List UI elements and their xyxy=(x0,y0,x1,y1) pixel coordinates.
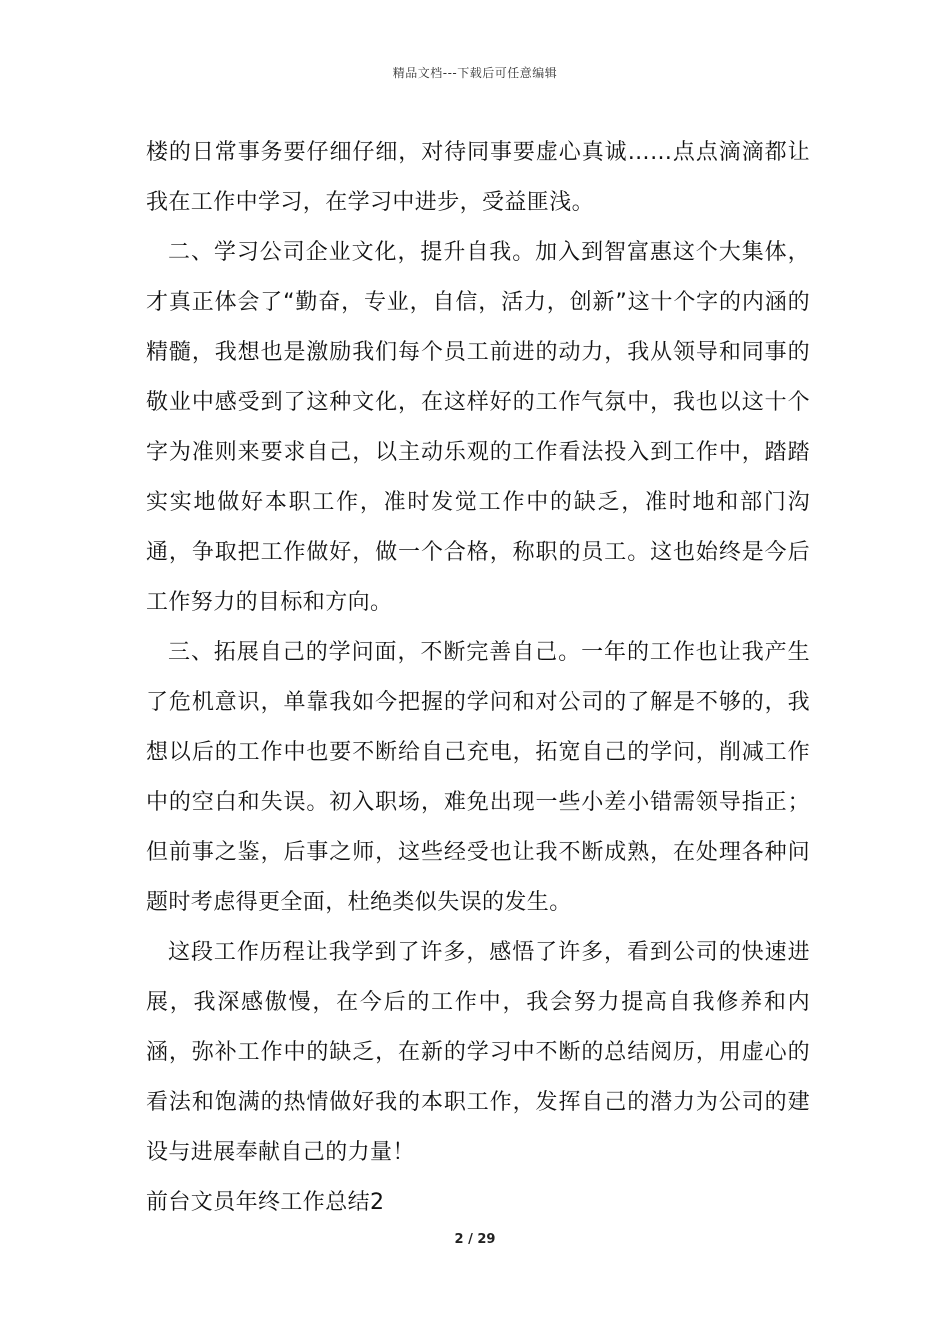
document-body xyxy=(146,128,810,1228)
paragraph-section-three: 三、拓展自己的学问面，不断完善自己。一年的工作也让我产生了危机意识，单靠我如今把握的学问和对公司的了解是不够的，我想以后的工作中也要不断给自己充电，拓宽自己的学问，削减工作中的空白和失误。初入职场，难免出现一些小差小错需领导指正；但前事之鉴，后事之师，这些经受也让我不断成熟，在处理各种问题时考虑得更全面，杜绝类似失误的发生。 xyxy=(146,640,810,915)
paragraph-continuation: 楼的日常事务要仔细仔细，对待同事要虚心真诚……点点滴滴都让我在工作中学习，在学习中进步，受益匪浅。 xyxy=(146,140,810,215)
page-number: 2 / 29 xyxy=(454,1232,496,1247)
page-header: 精品文档---下载后可任意编辑 xyxy=(392,66,558,80)
section-heading: 前台文员年终工作总结2 xyxy=(146,1190,385,1215)
paragraph-section-two: 二、学习公司企业文化，提升自我。加入到智富惠这个大集体，才真正体会了“勤奋，专业，自信，活力，创新”这十个字的内涵的精髓，我想也是激励我们每个员工前进的动力，我从领导和同事的敬业中感受到了这种文化，在这样好的工作气氛中，我也以这十个字为准则来要求自己，以主动乐观的工作看法投入到工作中，踏踏实实地做好本职工作，准时发觉工作中的缺乏，准时地和部门沟通，争取把工作做好，做一个合格，称职的员工。这也始终是今后工作努力的目标和方向。 xyxy=(146,240,810,615)
paragraph-conclusion: 这段工作历程让我学到了许多，感悟了许多，看到公司的快速进展，我深感傲慢，在今后的工作中，我会努力提高自我修养和内涵，弥补工作中的缺乏，在新的学习中不断的总结阅历，用虚心的看法和饱满的热情做好我的本职工作，发挥自己的潜力为公司的建设与进展奉献自己的力量！ xyxy=(146,940,810,1165)
